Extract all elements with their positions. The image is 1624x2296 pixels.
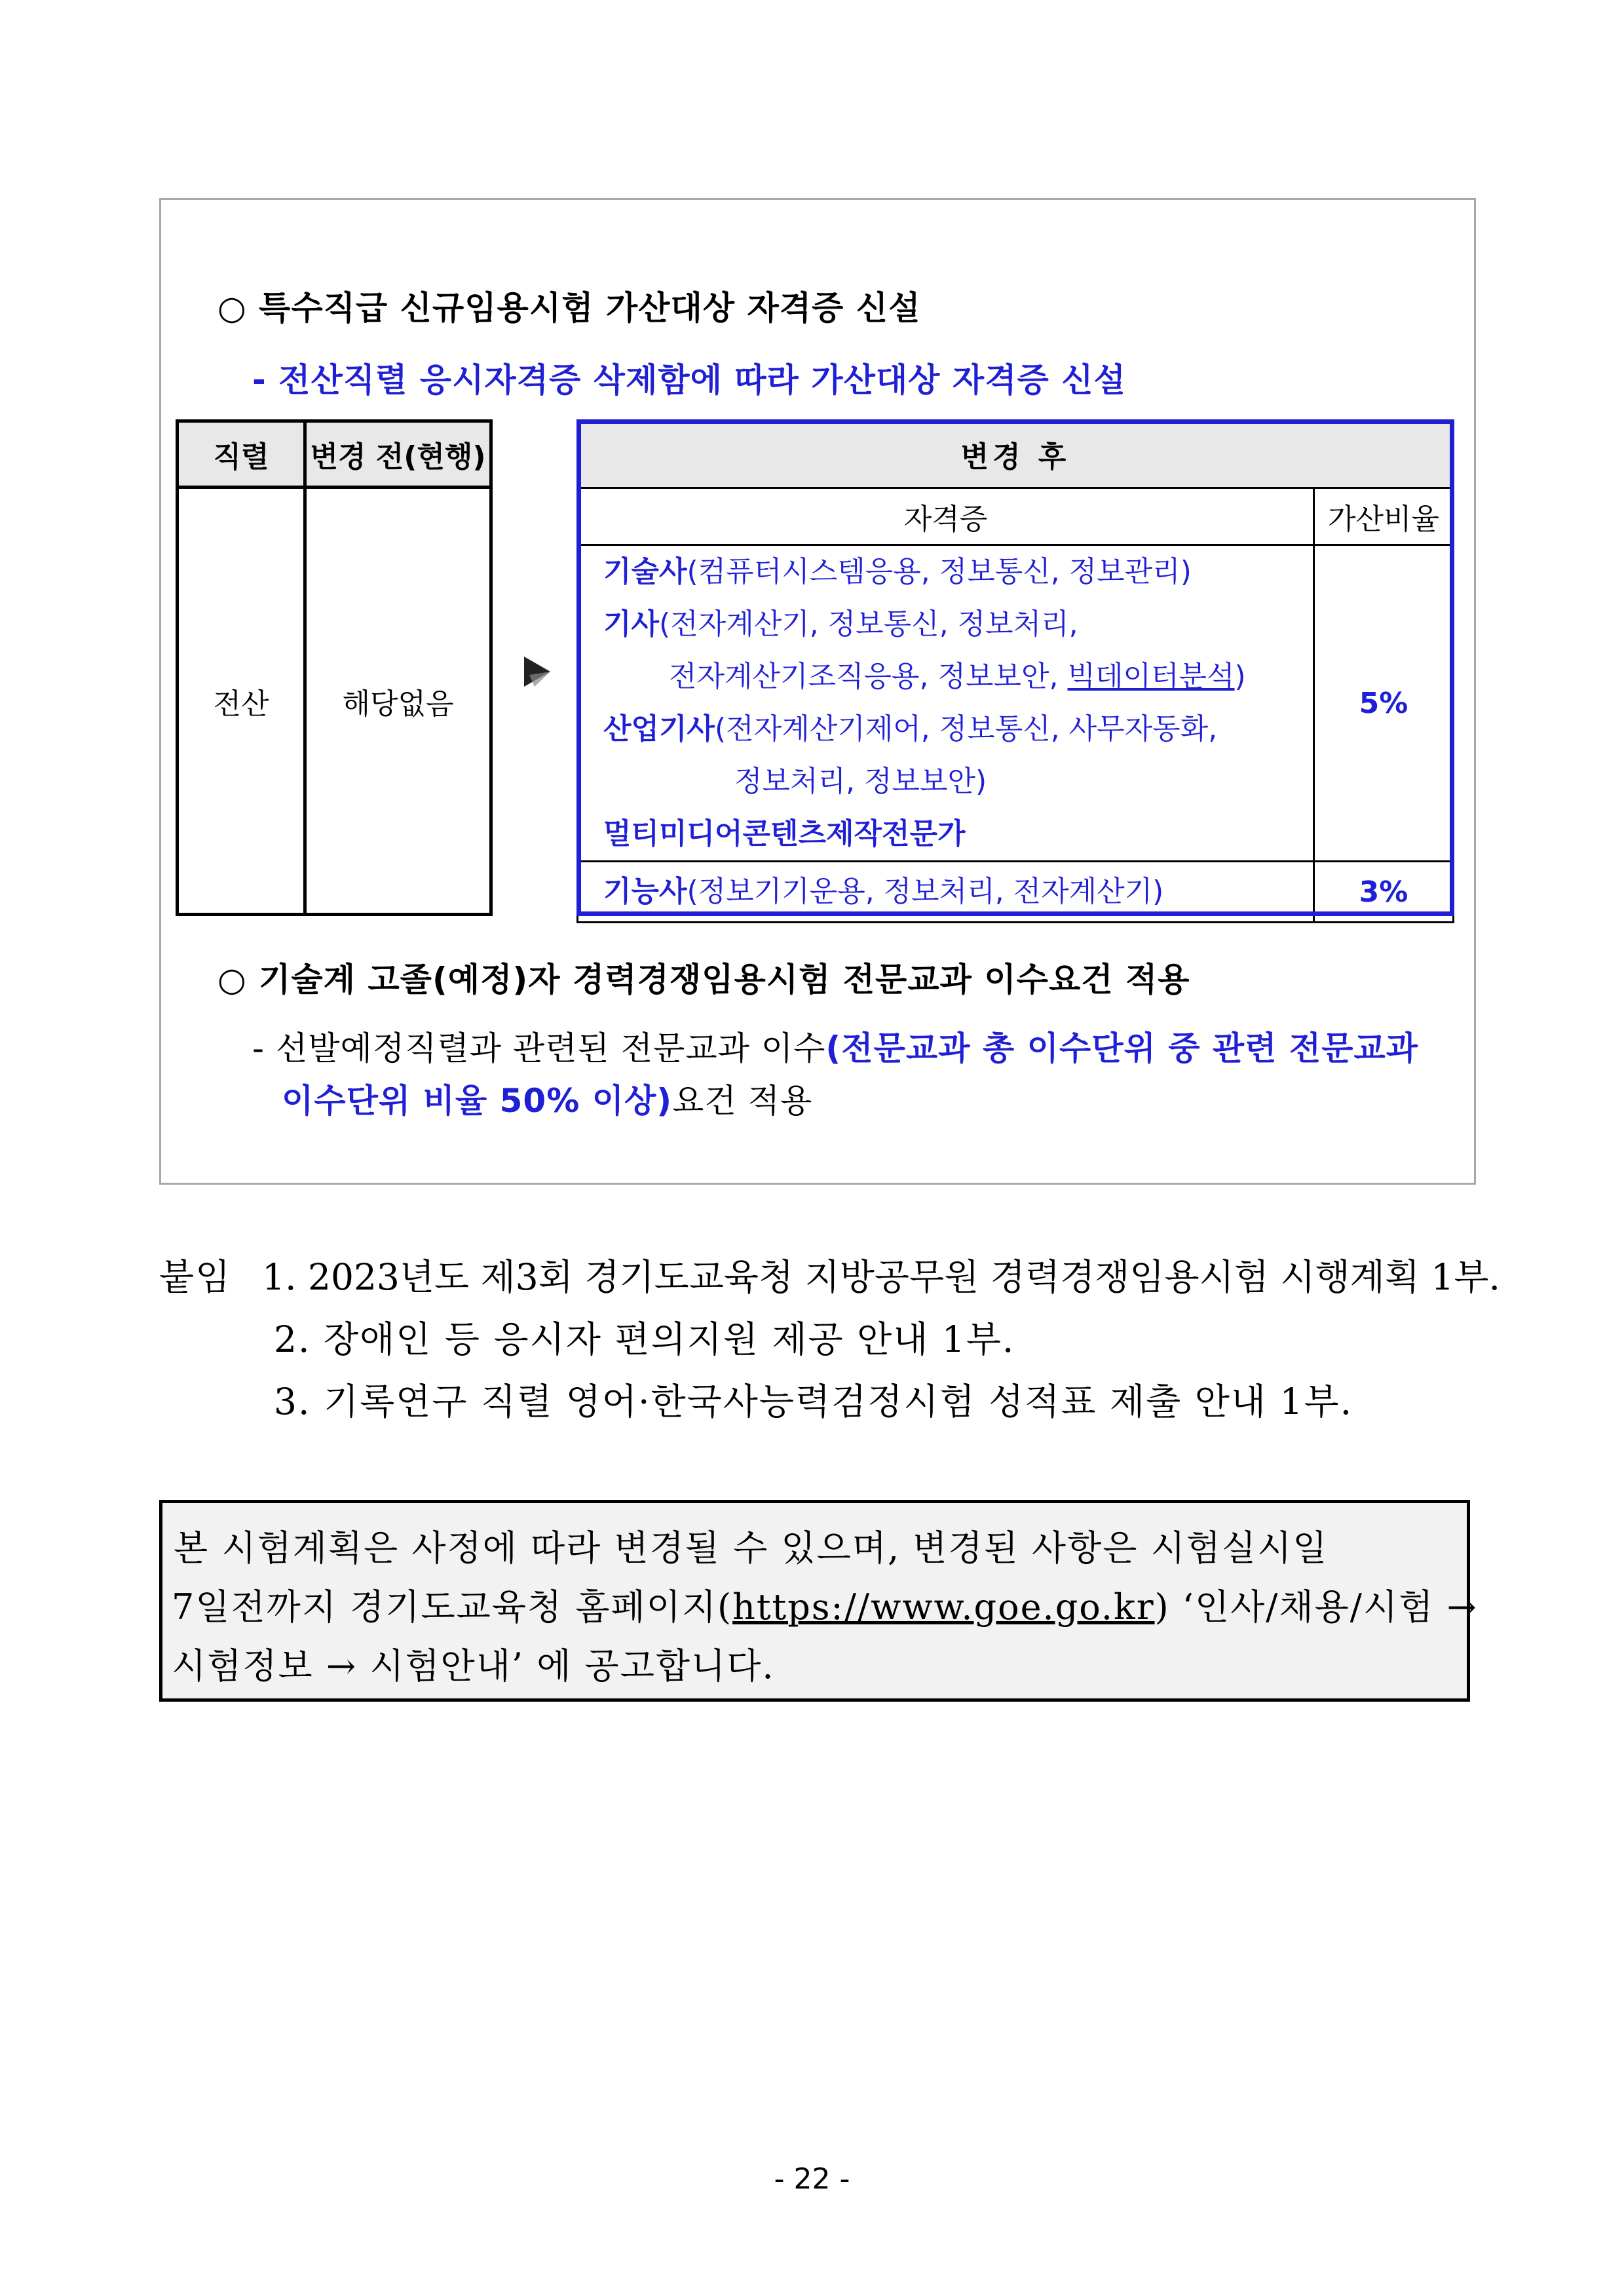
cert-industrial-engineer: 산업기사 [603,712,715,746]
cert-list-5pct [578,545,1314,862]
attachment-item-3: 3. 기록연구 직렬 영어·한국사능력검정시험 성적표 제출 안내 1부. [274,1381,1353,1423]
job-value: 전산 [178,488,305,915]
header-after: 변경 후 [578,421,1454,488]
col-header-job: 직렬 [178,421,305,488]
notice-line-3: 시험정보 → 시험안내’ 에 공고합니다. [172,1645,775,1687]
section2-heading: ○ 기술계 고졸(예정)자 경력경쟁임용시험 전문교과 이수요건 적용 [217,961,1190,999]
ratio-3pct: 3% [1314,862,1454,923]
right-arrow-icon [523,655,552,688]
col-header-before: 변경 전(현행) [305,421,491,488]
cert-engineer-pro: 기술사 [603,555,687,588]
notice-line-2 [172,1579,1478,1630]
section2-line1-highlight: (전문교과 총 이수단위 중 관련 전문교과 [825,1029,1419,1067]
cert-engineer-pro-detail: (컴퓨터시스템응용, 정보통신, 정보관리) [687,555,1192,588]
section2-line2-text: 요건 적용 [672,1082,813,1120]
cert-craftsman: 기능사 [603,875,687,908]
after-table [576,419,1454,923]
attachment-item-2: 2. 장애인 등 응시자 편의지원 제공 안내 1부. [274,1318,1015,1360]
attachment-item-1: 1. 2023년도 제3회 경기도교육청 지방공무원 경력경쟁임용시험 시행계획 1부. [262,1256,1500,1298]
cert-engineer: 기사 [603,607,660,641]
sub-header-cert: 자격증 [578,488,1314,545]
section2-line1 [252,1022,1418,1069]
cert-engineer-detail-2: 전자계산기조직응용, 정보보안, [669,660,1068,693]
cert-engineer-detail-close: ) [1234,660,1246,693]
before-value: 해당없음 [305,488,491,915]
section1-sub: - 전산직렬 응시자격증 삭제함에 따라 가산대상 자격증 신설 [252,361,1126,399]
ratio-5pct: 5% [1314,545,1454,862]
notice-line-1: 본 시험계획은 사정에 따라 변경될 수 있으며, 변경된 사항은 시험실시일 [174,1527,1329,1569]
cert-bigdata: 빅데이터분석 [1067,660,1235,693]
cert-multimedia: 멀티미디어콘텐츠제작전문가 [603,817,966,851]
cert-list-3pct [578,862,1314,923]
notice-line-2-tail: ) ‘인사/채용/시험 → [1154,1586,1478,1628]
section2-line2 [282,1075,812,1122]
page-number: - 22 - [774,2162,850,2196]
cert-industrial-detail: (전자계산기제어, 정보통신, 사무자동화, [715,712,1218,746]
cert-industrial-detail-2: 정보처리, 정보보안) [734,765,987,798]
before-table [176,419,493,916]
attachment-label: 붙임 [159,1256,232,1298]
homepage-link[interactable]: https://www.goe.go.kr [732,1586,1155,1628]
cert-engineer-detail: (전자계산기, 정보통신, 정보처리, [659,607,1078,641]
section2-line2-highlight: 이수단위 비율 50% 이상) [282,1082,673,1120]
cert-craftsman-detail: (정보기기운용, 정보처리, 전자계산기) [687,875,1164,908]
sub-header-ratio: 가산비율 [1314,488,1454,545]
section1-heading: ○ 특수직급 신규임용시험 가산대상 자격증 신설 [217,289,921,327]
notice-line-2-text: 7일전까지 경기도교육청 홈페이지( [172,1586,733,1628]
section2-line1-text: - 선발예정직렬과 관련된 전문교과 이수 [252,1029,826,1067]
